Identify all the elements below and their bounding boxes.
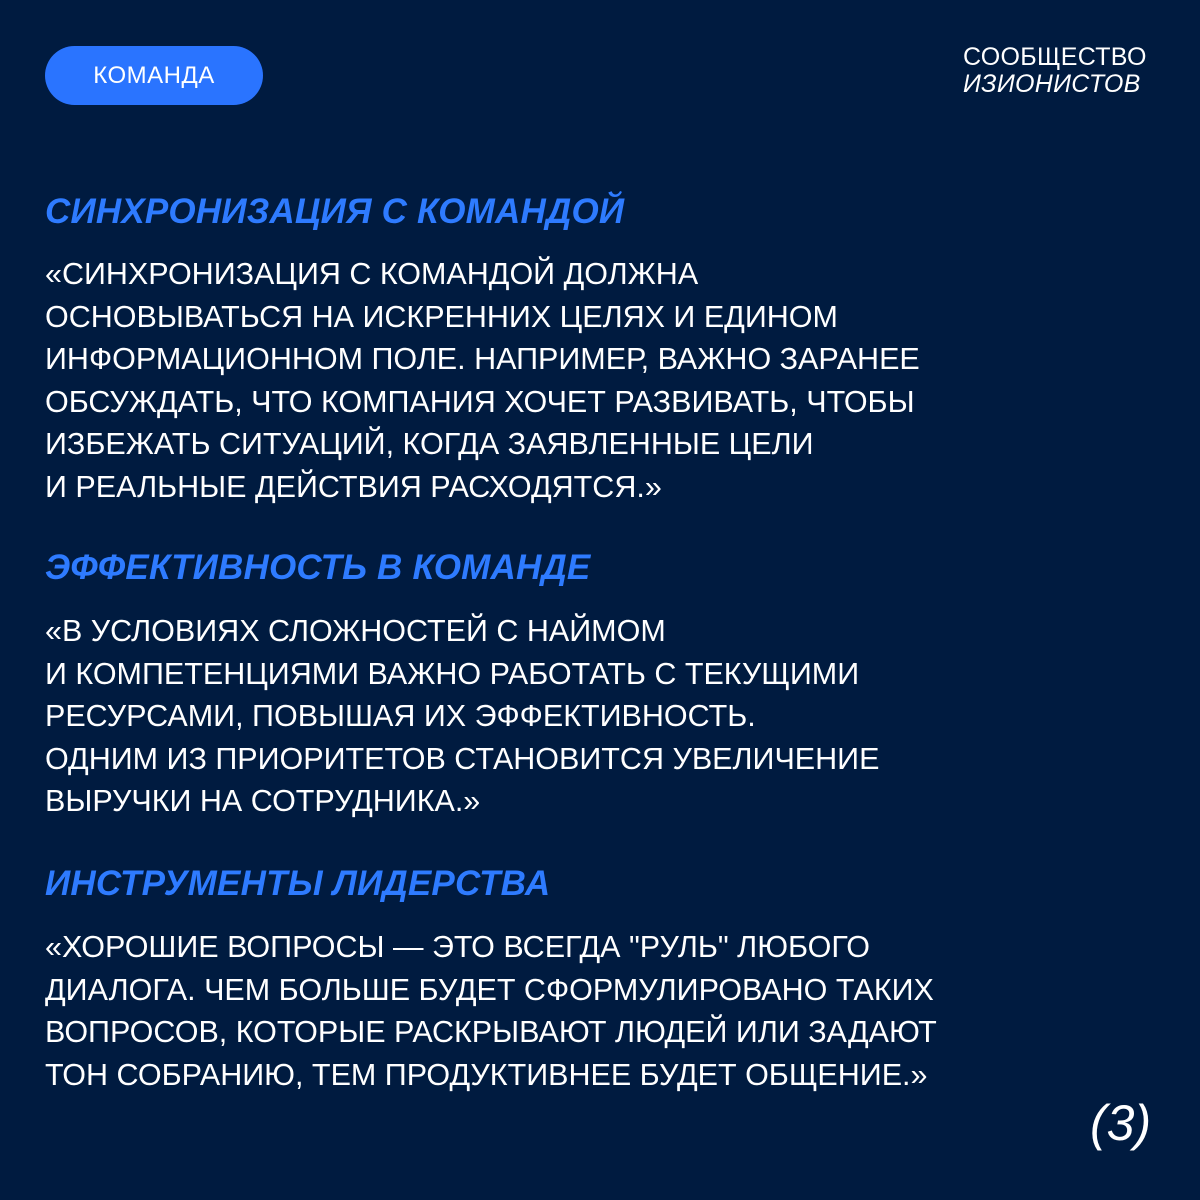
section-title-sync: СИНХРОНИЗАЦИЯ С КОМАНДОЙ — [45, 192, 625, 231]
quote-line: И РЕАЛЬНЫЕ ДЕЙСТВИЯ РАСХОДЯТСЯ.» — [45, 469, 662, 504]
brand-line-2: ИЗИОНИСТОВ — [963, 70, 1141, 98]
page-number: (3) — [1090, 1095, 1152, 1151]
quote-line: ИНФОРМАЦИОННОМ ПОЛЕ. НАПРИМЕР, ВАЖНО ЗАРАНЕЕ — [45, 342, 920, 376]
quote-line: ДИАЛОГА. ЧЕМ БОЛЬШЕ БУДЕТ СФОРМУЛИРОВАНО ТАКИХ — [45, 972, 934, 1007]
section-title-leadership: ИНСТРУМЕНТЫ ЛИДЕРСТВА — [45, 864, 551, 903]
quote-line: «В УСЛОВИЯХ СЛОЖНОСТЕЙ С НАЙМОМ — [45, 614, 666, 648]
quote-line: ОБСУЖДАТЬ, ЧТО КОМПАНИЯ ХОЧЕТ РАЗВИВАТЬ, ЧТОБЫ — [45, 384, 915, 419]
quote-line: ОСНОВЫВАТЬСЯ НА ИСКРЕННИХ ЦЕЛЯХ И ЕДИНОМ — [45, 299, 838, 334]
quote-line: ВЫРУЧКИ НА СОТРУДНИКА.» — [45, 784, 481, 818]
quote-line: РЕСУРСАМИ, ПОВЫШАЯ ИХ ЭФФЕКТИВНОСТЬ. — [45, 699, 756, 733]
quote-line: ТОН СОБРАНИЮ, ТЕМ ПРОДУКТИВНЕЕ БУДЕТ ОБЩЕНИЕ.» — [45, 1057, 928, 1092]
category-tag: КОМАНДА — [45, 46, 263, 105]
quote-line: ИЗБЕЖАТЬ СИТУАЦИЙ, КОГДА ЗАЯВЛЕННЫЕ ЦЕЛИ — [45, 427, 814, 461]
section-title-efficiency: ЭФФЕКТИВНОСТЬ В КОМАНДЕ — [45, 548, 591, 587]
section-quote-sync — [45, 253, 1155, 508]
quote-line: И КОМПЕТЕНЦИЯМИ ВАЖНО РАБОТАТЬ С ТЕКУЩИМИ — [45, 656, 860, 691]
quote-line: ОДНИМ ИЗ ПРИОРИТЕТОВ СТАНОВИТСЯ УВЕЛИЧЕНИЕ — [45, 741, 880, 776]
brand-line-1: СООБЩЕСТВО — [963, 43, 1147, 71]
section-quote-efficiency — [45, 610, 1155, 823]
quote-line: ВОПРОСОВ, КОТОРЫЕ РАСКРЫВАЮТ ЛЮДЕЙ ИЛИ ЗАДАЮТ — [45, 1015, 937, 1049]
brand-logo — [963, 44, 1183, 98]
section-quote-leadership — [45, 926, 1155, 1096]
quote-line: «СИНХРОНИЗАЦИЯ С КОМАНДОЙ ДОЛЖНА — [45, 257, 699, 291]
quote-line: «ХОРОШИЕ ВОПРОСЫ — ЭТО ВСЕГДА "РУЛЬ" ЛЮБОГО — [45, 930, 870, 964]
